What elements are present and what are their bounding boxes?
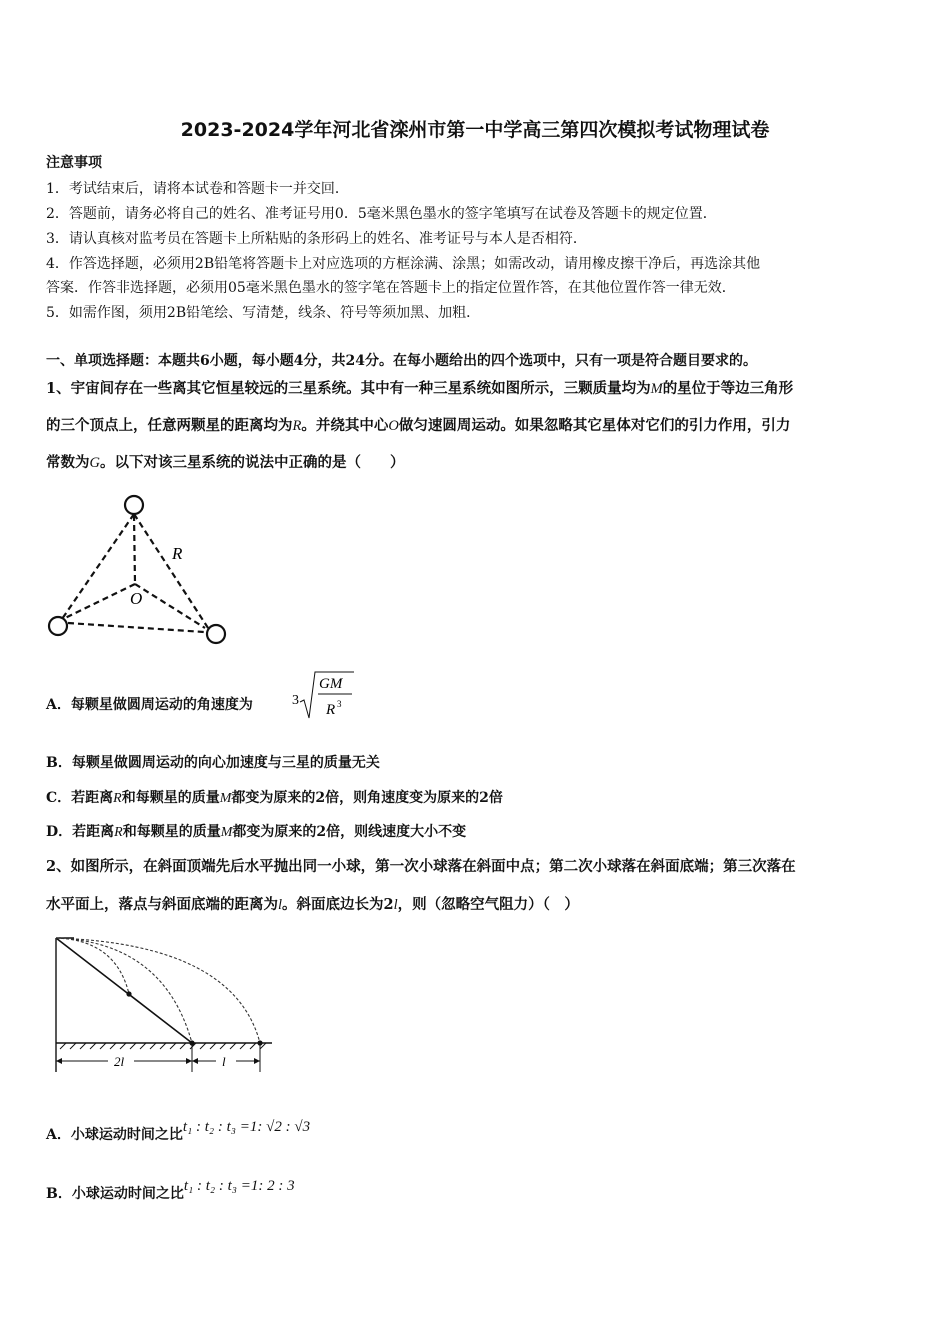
label-2l: 2l [114, 1054, 125, 1069]
q1-stem-line3: 常数为G。以下对该三星系统的说法中正确的是（ ） [46, 454, 405, 471]
star-top [125, 496, 143, 514]
q2-option-a-formula: t₁ : t₂ : t₃ =1: √2 : √3 [182, 1119, 311, 1135]
page-title: 2023-2024学年河北省滦州市第一中学高三第四次模拟考试物理试卷 [180, 119, 770, 141]
q1-stem-line2: 的三个顶点上，任意两颗星的距离均为R。并绕其中心O做匀速圆周运动。如果忽略其它星体对它们的引力作用，引力 [46, 417, 791, 434]
notes-heading: 注意事项 [46, 155, 102, 171]
q2-stem-line1: 2、如图所示，在斜面顶端先后水平抛出同一小球，第一次小球落在斜面中点；第二次小球落在斜面底端；第三次落在 [46, 858, 796, 875]
incline-projectile-figure [44, 930, 284, 1080]
label-l: l [222, 1054, 226, 1069]
q2-option-a[interactable]: A．小球运动时间之比t₁ : t₂ : t₃ =1: √2 : √3 [46, 1119, 311, 1143]
q1-option-c[interactable]: C．若距离R和每颗星的质量M都变为原来的2倍，则角速度变为原来的2倍 [46, 790, 503, 806]
svg-text:3: 3 [337, 699, 342, 709]
q2-option-b-formula: t₁ : t₂ : t₃ =1: 2 : 3 [183, 1178, 295, 1194]
q2-stem-line2: 水平面上，落点与斜面底端的距离为l。斜面底边长为2l，则（忽略空气阻力）（ ） [46, 896, 579, 913]
svg-text:GM: GM [319, 676, 343, 692]
q1-option-a[interactable]: A．每颗星做圆周运动的角速度为 [46, 697, 253, 713]
note-item-1: 1．考试结束后，请将本试卷和答题卡一并交回． [46, 181, 349, 197]
label-R: R [172, 544, 183, 563]
note-item-5: 5．如需作图，须用2B铅笔绘、写清楚，线条、符号等须加黑、加粗． [46, 305, 481, 321]
q1-option-a-formula [288, 668, 368, 722]
note-item-4-cont: 答案．作答非选择题，必须用05毫米黑色墨水的签字笔在答题卡上的指定位置作答，在其他位置作答一律无效． [46, 280, 736, 296]
note-item-2: 2．答题前，请务必将自己的姓名、准考证号用0．5毫米黑色墨水的签字笔填写在试卷及答题卡的规定位置． [46, 206, 717, 222]
svg-text:3: 3 [292, 693, 299, 708]
section-heading: 一、单项选择题：本题共6小题，每小题4分，共24分。在每小题给出的四个选项中，只有一项是符合题目要求的。 [46, 353, 757, 369]
star-right [207, 625, 225, 643]
note-item-3: 3．请认真核对监考员在答题卡上所粘贴的条形码上的姓名、准考证号与本人是否相符． [46, 231, 587, 247]
q2-option-b[interactable]: B．小球运动时间之比t₁ : t₂ : t₃ =1: 2 : 3 [46, 1178, 295, 1202]
star-left [49, 617, 67, 635]
label-O: O [130, 589, 143, 608]
note-item-4: 4．作答选择题，必须用2B铅笔将答题卡上对应选项的方框涂满、涂黑；如需改动，请用橡皮擦干净后，再选涂其他 [46, 256, 761, 272]
three-star-figure [40, 488, 240, 653]
svg-text:R: R [326, 702, 336, 718]
q1-option-d[interactable]: D．若距离R和每颗星的质量M都变为原来的2倍，则线速度大小不变 [46, 824, 467, 840]
q1-stem-line1: 1、宇宙间存在一些离其它恒星较远的三星系统。其中有一种三星系统如图所示，三颗质量均为M的星位于等边三角形 [46, 380, 794, 397]
q1-option-b[interactable]: B．每颗星做圆周运动的向心加速度与三星的质量无关 [46, 755, 380, 771]
